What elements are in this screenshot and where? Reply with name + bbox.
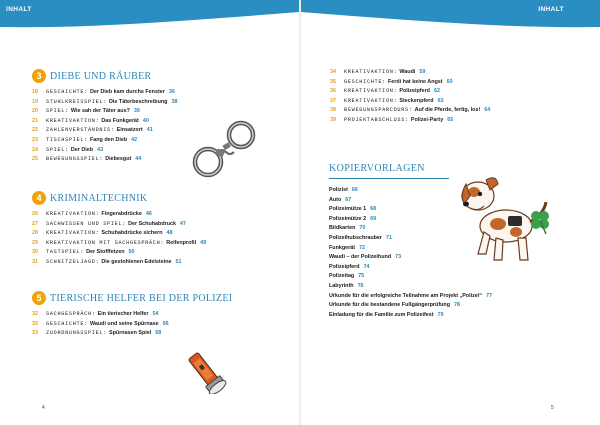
entry-title: Polizeipferd — [399, 88, 430, 95]
item-number: 66 — [351, 187, 358, 193]
entry-page: 24 — [32, 146, 38, 153]
toc-entry[interactable] — [32, 249, 282, 259]
entry-page: 30 — [32, 249, 38, 256]
entry-page: 22 — [32, 127, 38, 134]
kopiervorlage-item[interactable] — [329, 293, 569, 303]
entry-title: Die Täterbeschreibung — [109, 98, 168, 105]
entry-number: 46 — [145, 211, 152, 217]
entry-page: 34 — [330, 69, 336, 75]
item-number: 70 — [359, 225, 366, 232]
entry-page: 37 — [330, 97, 336, 104]
kopiervorlage-item[interactable] — [329, 302, 569, 312]
toc-entry[interactable] — [32, 230, 282, 240]
entry-category: SPIEL : — [46, 108, 71, 114]
toc-entry[interactable] — [330, 79, 580, 89]
entry-number: 56 — [162, 320, 169, 327]
entry-number: 54 — [152, 311, 159, 317]
entry-category: SPIEL : — [46, 147, 71, 153]
entry-title: Steckenpferd — [399, 97, 434, 104]
toc-entry[interactable] — [32, 321, 282, 331]
entry-category: SACHWISSEN UND SPIEL : — [46, 221, 128, 227]
item-title: Bildkarten — [329, 225, 356, 232]
entry-category: ZAHLENVERSTÄNDNIS : — [46, 127, 117, 133]
entry-page: 31 — [32, 258, 38, 265]
item-title: Polizeihubschrauber — [329, 234, 383, 241]
entry-category: GESCHICHTE : — [344, 79, 388, 85]
entry-title: Schuhabdrücke sichern — [101, 230, 163, 237]
chapter-number-badge: 4 — [32, 191, 46, 205]
entry-title: Diebesgut — [105, 156, 132, 163]
item-title: Urkunde für die erfolgreiche Teilnahme am Projekt „Polizei“ — [329, 292, 482, 299]
item-number: 74 — [363, 263, 370, 270]
entry-page: 33 — [32, 330, 38, 337]
entry-title: Der Schuhabdruck — [128, 220, 177, 227]
chapter-title: TIERISCHE HELFER BEI DER POLIZEI — [50, 292, 233, 304]
item-title: Auto — [329, 196, 342, 203]
entry-category: KREATIVAKTION : — [344, 69, 399, 75]
toc-entry[interactable] — [330, 98, 580, 108]
entry-category: KREATIVAKTION MIT SACHGESPRÄCH : — [46, 240, 166, 246]
entry-category: KREATIVAKTION : — [344, 98, 399, 104]
entry-page: 21 — [32, 117, 38, 124]
kopiervorlage-item[interactable] — [329, 273, 569, 283]
toc-entry[interactable] — [32, 240, 282, 250]
item-number: 68 — [370, 206, 377, 213]
kopiervorlage-item[interactable] — [329, 283, 569, 293]
entry-page: 28 — [32, 230, 38, 237]
entry-title: Fingerabdrücke — [101, 211, 142, 217]
entry-category: PROJEKTABSCHLUSS : — [344, 117, 411, 123]
entry-number: 59 — [419, 69, 426, 75]
entry-title: Waudi und seine Spürnase — [89, 320, 159, 327]
entry-number: 50 — [128, 249, 135, 256]
entry-number: 62 — [433, 88, 440, 95]
item-number: 72 — [359, 244, 366, 251]
entry-title: Der Stofffetzen — [86, 249, 125, 256]
entry-category: SCHNITZELJAGD : — [46, 259, 101, 265]
entry-page: 29 — [32, 239, 38, 246]
entry-category: KREATIVAKTION : — [344, 88, 399, 94]
entry-category: KREATIVAKTION : — [46, 118, 101, 124]
entry-page: 27 — [32, 220, 38, 227]
entry-title: Die gestohlenen Edelsteine — [101, 258, 172, 265]
header-band-right — [301, 0, 600, 34]
chapter-title: DIEBE UND RÄUBER — [50, 70, 152, 82]
item-title: Polizeipferd — [329, 263, 360, 270]
entry-category: BEWEGUNGSPARCOURS : — [344, 107, 415, 113]
entry-category: KREATIVAKTION : — [46, 211, 101, 217]
entry-category: TISCHSPIEL : — [46, 137, 90, 143]
entry-number: 43 — [97, 146, 104, 153]
toc-entry[interactable] — [32, 311, 282, 321]
toc-entry[interactable] — [32, 211, 282, 221]
entry-title: Ferdi hat keine Angst — [387, 78, 443, 85]
entry-number: 41 — [146, 127, 153, 134]
entry-title: Der Dieb kam durchs Fenster — [89, 89, 165, 95]
chapter-number-badge: 5 — [32, 291, 46, 305]
entry-title: Waudi — [399, 69, 416, 75]
entry-page: 18 — [32, 89, 38, 95]
entry-title: Wie sah der Täter aus? — [70, 108, 130, 115]
toc-entry[interactable] — [32, 108, 282, 118]
entry-title: Einsatzort — [116, 127, 143, 134]
kopiervorlagen-title: KOPIERVORLAGEN — [329, 162, 425, 174]
toc-entry[interactable] — [32, 99, 282, 109]
entry-number: 40 — [142, 117, 149, 124]
item-number: 77 — [485, 292, 492, 299]
item-title: Waudi – der Polizeihund — [329, 254, 392, 261]
entry-category: KREATIVAKTION : — [46, 230, 101, 236]
chapter-heading — [32, 290, 282, 306]
entry-page: 32 — [32, 311, 38, 317]
chapter-title: KRIMINALTECHNIK — [50, 192, 148, 204]
entry-page: 39 — [330, 116, 336, 123]
item-number: 69 — [370, 215, 377, 222]
handcuffs-illustration — [190, 118, 270, 185]
entry-title: Auf die Pferde, fertig, los! — [414, 107, 481, 114]
entry-title: Reifenprofil — [166, 239, 197, 246]
chapter-heading — [32, 190, 282, 206]
entry-category: STUHLKREISSPIEL : — [46, 99, 109, 105]
entry-title: Spürnasen Spiel — [109, 330, 152, 337]
entry-title: Ein tierischer Helfer — [97, 311, 149, 317]
entry-number: 64 — [484, 107, 491, 114]
entry-number: 65 — [447, 116, 454, 123]
entry-number: 38 — [171, 98, 178, 105]
entry-title: Der Dieb — [70, 146, 94, 153]
right-page-entries — [330, 69, 580, 127]
chapter-4 — [32, 190, 282, 269]
entry-number: 58 — [155, 330, 162, 337]
header-band-left — [0, 0, 299, 34]
entry-page: 33 — [32, 320, 38, 327]
entry-number: 63 — [437, 97, 444, 104]
toc-entry[interactable] — [330, 88, 580, 98]
item-title: Polizist — [329, 187, 348, 193]
entry-number: 47 — [180, 220, 187, 227]
item-number: 67 — [345, 196, 352, 203]
item-title: Labyrinth — [329, 282, 354, 289]
entry-number: 44 — [135, 156, 142, 163]
entry-page: 36 — [330, 88, 336, 95]
toc-entry[interactable] — [330, 107, 580, 117]
police-dog-illustration — [456, 166, 556, 271]
entry-category: BEWEGUNGSSPIEL : — [46, 156, 105, 162]
entry-title: Fang den Dieb — [89, 136, 128, 143]
item-number: 71 — [386, 234, 393, 241]
entry-page: 26 — [32, 211, 38, 217]
entry-title: Polizei-Party — [410, 116, 444, 123]
entry-category: TASTSPIEL : — [46, 249, 86, 255]
chapter-entries — [32, 311, 282, 340]
entry-number: 39 — [133, 108, 140, 115]
entry-page: 35 — [330, 78, 336, 85]
chapter-heading — [32, 68, 282, 84]
entry-number: 36 — [168, 89, 175, 95]
item-number: 78 — [454, 302, 460, 309]
toc-entry[interactable] — [32, 89, 282, 99]
entry-page: 25 — [32, 156, 38, 163]
entry-number: 60 — [446, 78, 453, 85]
entry-number: 48 — [166, 230, 173, 237]
toc-entry[interactable] — [330, 69, 580, 79]
entry-category: SACHGESPRÄCH : — [46, 311, 98, 317]
item-title: Urkunde für die bestandene Fußgängerprüfung — [329, 302, 450, 309]
flashlight-illustration — [186, 342, 234, 399]
entry-page: 23 — [32, 136, 38, 143]
header-label-left: INHALT — [6, 6, 32, 13]
entry-page: 38 — [330, 107, 336, 114]
entry-page: 19 — [32, 98, 38, 105]
item-number: 76 — [357, 282, 364, 289]
entry-category: GESCHICHTE : — [46, 321, 90, 327]
toc-entry[interactable] — [32, 330, 282, 340]
chapter-entries — [32, 211, 282, 269]
entry-page: 20 — [32, 108, 38, 115]
item-number: 79 — [437, 311, 444, 318]
entry-number: 42 — [131, 136, 138, 143]
entry-category: GESCHICHTE : — [46, 89, 90, 95]
item-title: Polizeimütze 2 — [329, 215, 367, 222]
entry-title: Das Funkgerät — [101, 117, 139, 124]
item-title: Polizeimütze 1 — [329, 206, 367, 213]
item-title: Polizeitag — [329, 273, 355, 280]
item-number: 73 — [395, 254, 402, 261]
section-divider — [329, 178, 449, 179]
header-label-right: INHALT — [538, 6, 564, 13]
item-title: Funkgerät — [329, 244, 356, 251]
toc-entry[interactable] — [32, 259, 282, 269]
entry-number: 51 — [175, 258, 182, 265]
chapter-number-badge: 3 — [32, 69, 46, 83]
toc-entry[interactable] — [32, 221, 282, 231]
toc-entry[interactable] — [330, 117, 580, 127]
entry-number: 49 — [200, 239, 207, 246]
entry-category: ZUORDNUNGSSPIEL : — [46, 330, 109, 336]
kopiervorlage-item[interactable] — [329, 312, 569, 322]
item-number: 75 — [358, 273, 365, 280]
page-number-left: 4 — [42, 405, 45, 411]
page-gutter — [299, 0, 301, 425]
chapter-5 — [32, 290, 282, 340]
item-title: Einladung für die Familie zum Polizeifest — [329, 311, 434, 318]
page-number-right: 5 — [551, 405, 554, 411]
